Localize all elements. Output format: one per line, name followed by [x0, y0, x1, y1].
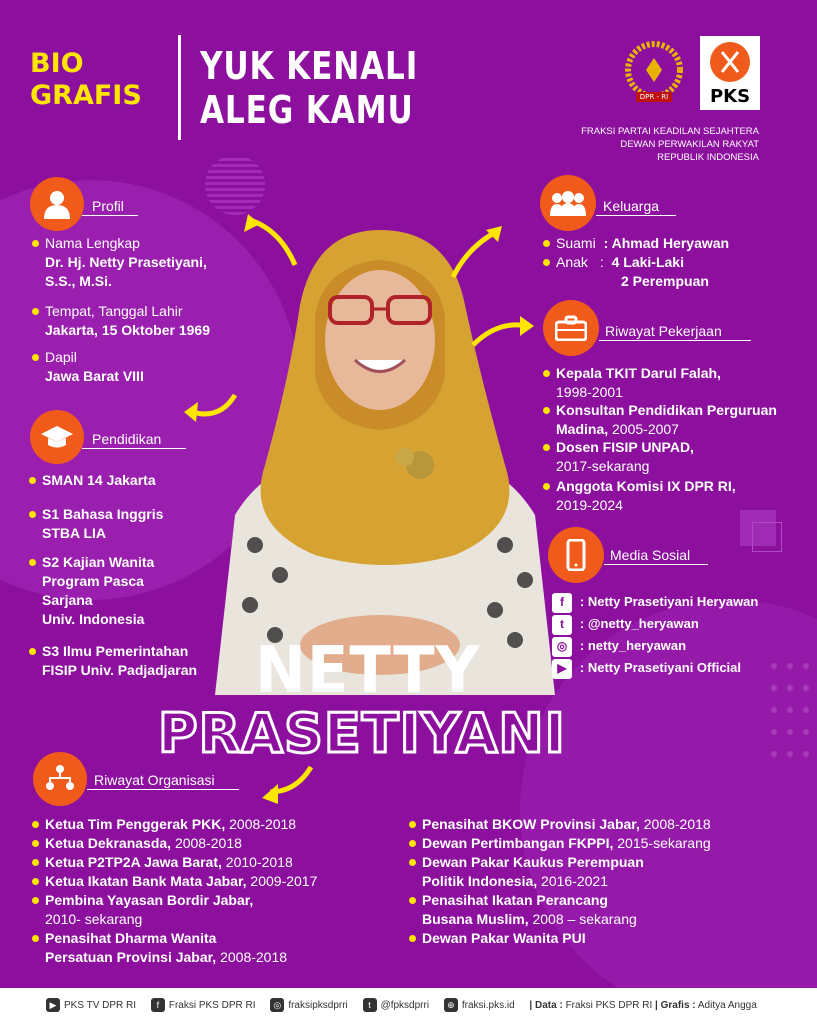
footer-link-text: Fraksi PKS DPR RI — [168, 1000, 256, 1011]
bullet-dot — [409, 935, 416, 942]
org-period: 2008-2018 — [225, 816, 297, 832]
pendidikan-title: Pendidikan — [92, 431, 162, 447]
pks-logo-text: PKS — [709, 86, 751, 107]
media-item-twitter[interactable] — [552, 614, 699, 635]
bullet-dot — [409, 897, 416, 904]
graduation-cap-icon — [30, 410, 84, 464]
pekerjaan-period: 2017-sekarang — [556, 458, 650, 474]
organisasi-item — [45, 853, 293, 872]
pendidikan-item — [42, 642, 197, 680]
person-icon — [30, 177, 84, 231]
bullet-dot — [543, 407, 550, 414]
instagram-icon: ◎ — [270, 998, 284, 1012]
bullet-dot — [32, 308, 39, 315]
pekerjaan-item — [556, 477, 736, 515]
media-underline — [604, 564, 708, 565]
footer-link[interactable] — [151, 988, 256, 1024]
profil-title: Profil — [92, 198, 124, 214]
organisasi-item — [422, 891, 637, 929]
bullet-dot — [409, 821, 416, 828]
organisasi-item — [45, 891, 253, 929]
pendidikan-item — [42, 471, 156, 490]
bullet-dot — [409, 840, 416, 847]
org-period: 2008-2018 — [171, 835, 242, 851]
keluarga-suami — [556, 234, 729, 253]
organisasi-underline — [87, 789, 239, 790]
bullet-dot — [32, 935, 39, 942]
suami-value: : Ahmad Heryawan — [603, 235, 730, 251]
org-period: 2008-2018 — [639, 816, 711, 832]
org-period: 2010-2018 — [221, 854, 293, 870]
pendidikan-item — [42, 553, 154, 629]
media-text: : Netty Prasetiyani Official — [579, 660, 742, 675]
arrow-icon — [448, 222, 508, 282]
bullet-dot — [543, 370, 550, 377]
twitter-icon: t — [363, 998, 377, 1012]
background-squares — [752, 522, 782, 552]
pendidikan-line: S2 Kajian Wanita — [42, 554, 155, 570]
pekerjaan-title: Riwayat Pekerjaan — [605, 323, 722, 339]
page-title — [200, 44, 418, 132]
footer-grafis-label: | Grafis : — [655, 1000, 696, 1011]
org-period: 2016-2021 — [537, 873, 608, 889]
pekerjaan-underline — [599, 340, 751, 341]
bio-line1: BIO — [30, 48, 84, 79]
instagram-icon: ◎ — [552, 637, 572, 657]
org-period: 2008 – sekarang — [528, 911, 637, 927]
footer-link[interactable] — [444, 988, 515, 1024]
org-bold: Dewan Pakar Wanita PUI — [422, 930, 586, 946]
bullet-dot — [29, 648, 36, 655]
bullet-dot — [29, 511, 36, 518]
bullet-dot — [32, 878, 39, 885]
bullet-dot — [543, 483, 550, 490]
org-period: 2009-2017 — [246, 873, 318, 889]
family-icon — [540, 175, 596, 231]
pekerjaan-title-text: Kepala TKIT Darul Falah, — [556, 365, 721, 381]
bullet-dot — [29, 559, 36, 566]
pendidikan-line: FISIP Univ. Padjadjaran — [42, 662, 198, 678]
organisasi-item — [422, 929, 586, 948]
org-bold: Dewan Pakar Kaukus Perempuan — [422, 854, 644, 870]
pendidikan-line: Univ. Indonesia — [42, 611, 145, 627]
anak-value: 4 Laki-Laki — [611, 254, 684, 270]
pks-logo — [700, 36, 760, 110]
organization-icon — [33, 752, 87, 806]
arrow-icon — [180, 390, 240, 430]
youtube-icon: ▶ — [552, 659, 572, 679]
profil-dapil — [45, 348, 144, 386]
bullet-dot — [32, 897, 39, 904]
organisasi-item — [422, 834, 711, 853]
anak-colon: : — [599, 254, 604, 270]
organisasi-title: Riwayat Organisasi — [94, 772, 215, 788]
ttl-label: Tempat, Tanggal Lahir — [45, 303, 183, 319]
pekerjaan-item — [556, 438, 694, 476]
organisasi-item — [45, 815, 296, 834]
background-stripes — [205, 155, 265, 215]
pendidikan-line: S1 Bahasa Inggris — [42, 506, 164, 522]
pendidikan-line: STBA LIA — [42, 525, 107, 541]
org-bold: Ketua Ikatan Bank Mata Jabar, — [45, 873, 247, 889]
bullet-dot — [543, 444, 550, 451]
bullet-dot — [32, 354, 39, 361]
org-bold: Dewan Pertimbangan FKPPI, — [422, 835, 614, 851]
footer-link-text: PKS TV DPR RI — [64, 1000, 137, 1011]
pendidikan-line: Program Pasca — [42, 573, 144, 589]
footer-data-value: Fraksi PKS DPR RI — [565, 1000, 653, 1011]
pendidikan-line: S3 Ilmu Pemerintahan — [42, 643, 189, 659]
ttl-value: Jakarta, 15 Oktober 1969 — [45, 322, 210, 338]
keluarga-title: Keluarga — [603, 198, 660, 214]
arrow-icon — [256, 762, 316, 807]
title-line1: YUK KENALI — [200, 44, 419, 88]
profil-ttl — [45, 302, 210, 340]
anak-value-2: 2 Perempuan — [621, 273, 709, 289]
name-first: NETTY — [255, 634, 481, 708]
pekerjaan-period: 2019-2024 — [556, 497, 623, 513]
media-text: : @netty_heryawan — [579, 616, 699, 631]
org-bold: Ketua Tim Penggerak PKK, — [45, 816, 226, 832]
media-title: Media Sosial — [610, 547, 691, 563]
media-text: : netty_heryawan — [579, 638, 687, 653]
pendidikan-underline — [82, 448, 186, 449]
pendidikan-line: SMAN 14 Jakarta — [42, 472, 156, 488]
header-divider — [178, 35, 181, 140]
org-bold-2: Persatuan Provinsi Jabar, — [45, 949, 217, 965]
organisasi-item — [45, 872, 317, 891]
fraksi-line2: DEWAN PERWAKILAN RAKYAT — [620, 139, 759, 150]
keluarga-anak-2 — [621, 272, 709, 291]
pekerjaan-title-text-2: Madina, — [556, 421, 609, 437]
org-bold-2: Busana Muslim, — [422, 911, 529, 927]
org-bold: Ketua P2TP2A Jawa Barat, — [45, 854, 222, 870]
org-period: 2008-2018 — [216, 949, 288, 965]
organisasi-item — [422, 853, 644, 891]
fraksi-caption — [581, 125, 759, 164]
dots-decoration — [768, 660, 816, 760]
portrait-photo — [205, 225, 565, 695]
footer-link[interactable] — [363, 988, 430, 1024]
footer-link-text: fraksipksdprri — [288, 1000, 348, 1011]
bullet-dot — [32, 859, 39, 866]
organisasi-item — [45, 834, 242, 853]
media-item-instagram[interactable] — [552, 636, 686, 657]
pekerjaan-period: 1998-2001 — [556, 384, 623, 400]
arrow-icon — [240, 210, 300, 270]
bullet-dot — [32, 821, 39, 828]
dapil-label: Dapil — [45, 349, 77, 365]
footer-link[interactable] — [46, 988, 136, 1024]
nama-label: Nama Lengkap — [45, 235, 140, 251]
keluarga-underline — [596, 215, 676, 216]
youtube-icon: ▶ — [46, 998, 60, 1012]
suami-label: Suami — [556, 235, 596, 251]
nama-value: Dr. Hj. Netty Prasetiyani, — [45, 254, 207, 270]
bullet-dot — [29, 477, 36, 484]
smartphone-icon — [548, 527, 604, 583]
briefcase-icon — [543, 300, 599, 356]
pendidikan-line: Sarjana — [42, 592, 93, 608]
bio-line2: GRAFIS — [30, 80, 142, 111]
org-bold: Ketua Dekranasda, — [45, 835, 172, 851]
keluarga-anak — [556, 253, 684, 272]
name-last: PRASETIYANI — [158, 702, 566, 765]
facebook-icon: f — [552, 593, 572, 613]
dpr-logo — [622, 40, 686, 104]
dpr-logo-text: DPR - RI — [639, 93, 669, 101]
org-bold: Pembina Yayasan Bordir Jabar, — [45, 892, 254, 908]
dapil-value: Jawa Barat VIII — [45, 368, 144, 384]
bullet-dot — [32, 840, 39, 847]
facebook-icon: f — [151, 998, 165, 1012]
footer-data-label: | Data : — [529, 1000, 563, 1011]
bio-grafis-label — [30, 48, 142, 112]
title-line2: ALEG KAMU — [200, 88, 414, 132]
pekerjaan-item — [556, 401, 777, 439]
media-item-facebook[interactable] — [552, 592, 758, 613]
fraksi-line1: FRAKSI PARTAI KEADILAN SEJAHTERA — [581, 126, 759, 137]
bullet-dot — [543, 259, 550, 266]
media-text: : Netty Prasetiyani Heryawan — [579, 594, 759, 609]
globe-icon: ⊕ — [444, 998, 458, 1012]
org-period: 2015-sekarang — [613, 835, 711, 851]
nama-value-2: S.S., M.Si. — [45, 273, 112, 289]
footer-link-text: fraksi.pks.id — [461, 1000, 515, 1011]
footer-bar — [0, 988, 817, 1024]
footer-link-text: @fpksdprri — [380, 1000, 430, 1011]
pendidikan-item — [42, 505, 163, 543]
organisasi-item — [422, 815, 711, 834]
footer-link[interactable] — [270, 988, 347, 1024]
org-period: 2010- sekarang — [45, 911, 143, 927]
footer-grafis-value: Aditya Angga — [697, 1000, 757, 1011]
arrow-icon — [468, 310, 538, 350]
pekerjaan-title-text: Anggota Komisi IX DPR RI, — [556, 478, 736, 494]
org-bold-2: Politik Indonesia, — [422, 873, 538, 889]
profil-nama — [45, 234, 207, 291]
bullet-dot — [32, 240, 39, 247]
org-bold: Penasihat Ikatan Perancang — [422, 892, 608, 908]
profil-underline — [82, 215, 138, 216]
bullet-dot — [409, 859, 416, 866]
organisasi-item — [45, 929, 287, 967]
org-bold: Penasihat BKOW Provinsi Jabar, — [422, 816, 640, 832]
pekerjaan-title-text: Dosen FISIP UNPAD, — [556, 439, 694, 455]
bullet-dot — [543, 240, 550, 247]
pekerjaan-title-text: Konsultan Pendidikan Perguruan — [556, 402, 777, 418]
twitter-icon: t — [552, 615, 572, 635]
media-item-youtube[interactable] — [552, 658, 741, 679]
org-bold: Penasihat Dharma Wanita — [45, 930, 217, 946]
pekerjaan-period: 2005-2007 — [608, 421, 679, 437]
anak-label: Anak — [556, 254, 588, 270]
pekerjaan-item — [556, 364, 721, 402]
fraksi-line3: REPUBLIK INDONESIA — [657, 152, 759, 163]
